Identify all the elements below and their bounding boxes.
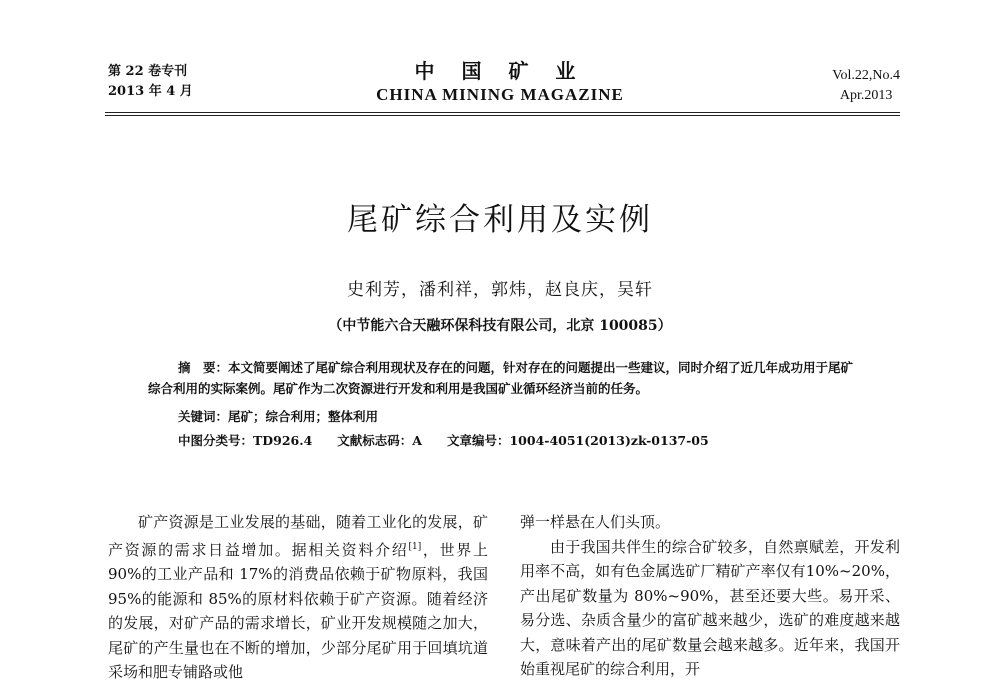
article-classification: 中图分类号：TD926.4 文献标志码：A 文章编号：1004-4051(2013)zk-0137-05 xyxy=(178,433,709,448)
citation-ref: [1] xyxy=(408,541,422,552)
article-abstract: 摘 要：本文简要阐述了尾矿综合利用现状及存在的问题，针对存在的问题提出一些建议，同时介绍了近几年成功用于尾矿综合利用的实际案例。尾矿作为二次资源进行开发和利用是我国矿业循环经济当前的任务。 xyxy=(148,360,854,396)
journal-name-en: CHINA MINING MAGAZINE xyxy=(376,85,624,104)
volume-en: Vol.22,No.4 xyxy=(832,68,900,83)
body-right-p2: 由于我国共伴生的综合矿较多，自然禀赋差，开发利用率不高，如有色金属选矿厂精矿产率仅有10%~20%，产出尾矿数量为 80%~90%，甚至还要大些。易开采、易分选、杂质含量少的富矿越来越少，选矿的难度越来越大，意味着产出的尾矿数量会越来越多。近年来，我国开始重视尾矿的综合利用，开 xyxy=(520,537,900,678)
volume-cn: 第 22 卷专刊 xyxy=(108,64,188,79)
date-en: Apr.2013 xyxy=(839,88,893,103)
body-right-p1: 弹一样悬在人们头顶。 xyxy=(520,513,671,531)
article-title: 尾矿综合利用及实例 xyxy=(347,202,653,238)
journal-masthead xyxy=(300,58,700,106)
journal-name-cn: 中 国 矿 业 xyxy=(414,59,586,83)
date-cn: 2013 年 4 月 xyxy=(108,84,193,99)
article-affiliation: （中节能六合天融环保科技有限公司，北京 100085） xyxy=(328,318,672,334)
article-keywords: 关键词：尾矿；综合利用；整体利用 xyxy=(178,409,379,424)
header-rule-top xyxy=(105,112,900,113)
header-rule-bottom xyxy=(105,115,900,116)
body-column-left xyxy=(108,510,488,685)
body-column-right xyxy=(520,510,900,682)
journal-volume-cn xyxy=(108,62,193,102)
body-left-text: 矿产资源是工业发展的基础，随着工业化的发展，矿产资源的需求日益增加。据相关资料介绍 xyxy=(108,513,488,559)
article-authors: 史利芳，潘利祥，郭炜，赵良庆，吴轩 xyxy=(347,280,653,300)
journal-volume-en xyxy=(832,66,900,106)
body-left-text-cont: ，世界上 90%的工业产品和 17%的消费品依赖于矿物原料，我国 95%的能源和 85%的原材料依赖于矿产资源。随着经济的发展，对矿产品的需求增长，矿业开发规模随之加大，尾矿的产生量也在不断的增加，少部分尾矿用于回填坑道采场和肥专铺路或他 xyxy=(108,540,488,681)
